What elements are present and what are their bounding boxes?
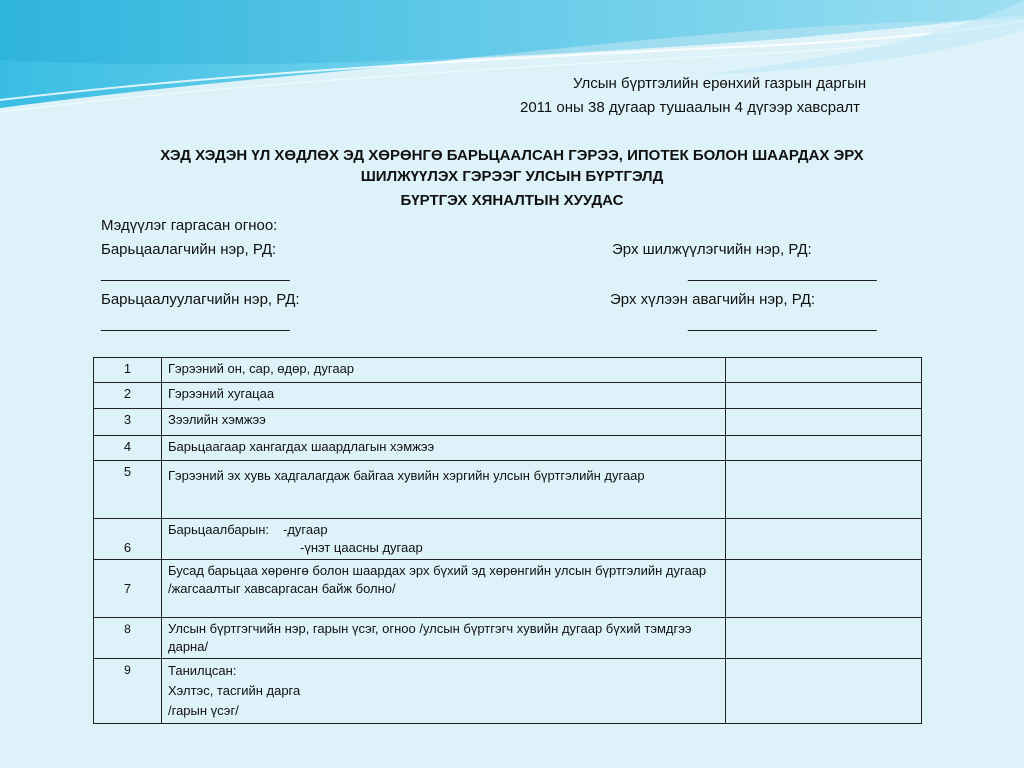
table-row [94,383,922,409]
row-description: Барьцаагаар хангагдах шаардлагын хэмжээ [162,436,726,461]
row-number: 9 [94,659,162,724]
attachment-note: /жагсаалтыг хавсаргасан байж болно/ [168,581,396,596]
form-title-line-1: ХЭД ХЭДЭН ҮЛ ХӨДЛӨХ ЭД ХӨРӨНГӨ БАРЬЦААЛСАН ГЭРЭЭ, ИПОТЕК БОЛОН ШААРДАХ ЭРХ [160,147,864,164]
pledgor-label: Барьцаалагчийн нэр, РД: [101,241,277,258]
row-value-cell[interactable] [726,358,922,383]
row-number: 3 [94,409,162,436]
assignee-label: Эрх хүлээн авагчийн нэр, РД: [610,291,816,308]
row-description: Улсын бүртгэгчийн нэр, гарын үсэг, огноо /улсын бүртгэгч хувийн дугаар бүхий тэмдгээ дарна/ [162,618,726,659]
row-number: 7 [94,560,162,618]
row-number: 5 [94,461,162,519]
table-row [94,659,922,724]
securities-number: -үнэт цаасны дугаар [300,540,423,555]
table-row [94,358,922,383]
row-number: 8 [94,618,162,659]
row-description [162,519,726,560]
row-number: 1 [94,358,162,383]
table-row [94,618,922,659]
row-value-cell[interactable] [726,436,922,461]
pledgor-input-line[interactable]: ________________________ [101,265,290,282]
approval-line-1: Улсын бүртгэлийн ерөнхий газрын даргын [573,75,867,92]
form-title-line-2: ШИЛЖҮҮЛЭХ ГЭРЭЭГ УЛСЫН БҮРТГЭЛД [360,168,664,185]
pledge-cert-label: Барьцаалбарын: [168,522,269,537]
signature-label: /гарын үсэг/ [168,703,239,718]
row-description: Зээлийн хэмжээ [162,409,726,436]
assignee-input-line[interactable]: ________________________ [688,315,877,332]
other-assets-text: Бусад барьцаа хөрөнгө болон шаардах эрх бүхий эд хөрөнгийн улсын бүртгэлийн дугаар [168,563,707,578]
table-row [94,409,922,436]
row-number: 2 [94,383,162,409]
row-description: Гэрээний эх хувь хадгалагдаж байгаа хувийн хэргийн улсын бүртгэлийн дугаар [162,461,726,519]
row-description: Гэрээний хугацаа [162,383,726,409]
row-value-cell[interactable] [726,560,922,618]
row-description [162,659,726,724]
row-value-cell[interactable] [726,659,922,724]
assignor-label: Эрх шилжүүлэгчийн нэр, РД: [612,241,812,258]
pledgee-input-line[interactable]: ________________________ [101,315,290,332]
table-row [94,436,922,461]
checklist-table [93,357,922,724]
row-value-cell[interactable] [726,409,922,436]
department-head-label: Хэлтэс, тасгийн дарга [168,683,301,698]
row-value-cell[interactable] [726,519,922,560]
row-description: Гэрээний он, сар, өдөр, дугаар [162,358,726,383]
pledgee-label: Барьцаалуулагчийн нэр, РД: [101,291,300,308]
form-title-line-3: БҮРТГЭХ ХЯНАЛТЫН ХУУДАС [400,192,624,209]
table-row [94,519,922,560]
row-description [162,560,726,618]
submission-date-label: Мэдүүлэг гаргасан огноо: [101,217,278,234]
assignor-input-line[interactable]: ________________________ [688,265,877,282]
row-value-cell[interactable] [726,461,922,519]
approval-line-2: 2011 оны 38 дугаар тушаалын 4 дүгээр хавсралт [520,99,861,116]
table-row [94,560,922,618]
table-row [94,461,922,519]
pledge-cert-number: -дугаар [283,522,328,537]
row-number: 6 [94,519,162,560]
header-wave-decoration [0,0,1024,130]
row-number: 4 [94,436,162,461]
row-value-cell[interactable] [726,618,922,659]
acknowledged-label: Танилцсан: [168,663,237,678]
row-value-cell[interactable] [726,383,922,409]
